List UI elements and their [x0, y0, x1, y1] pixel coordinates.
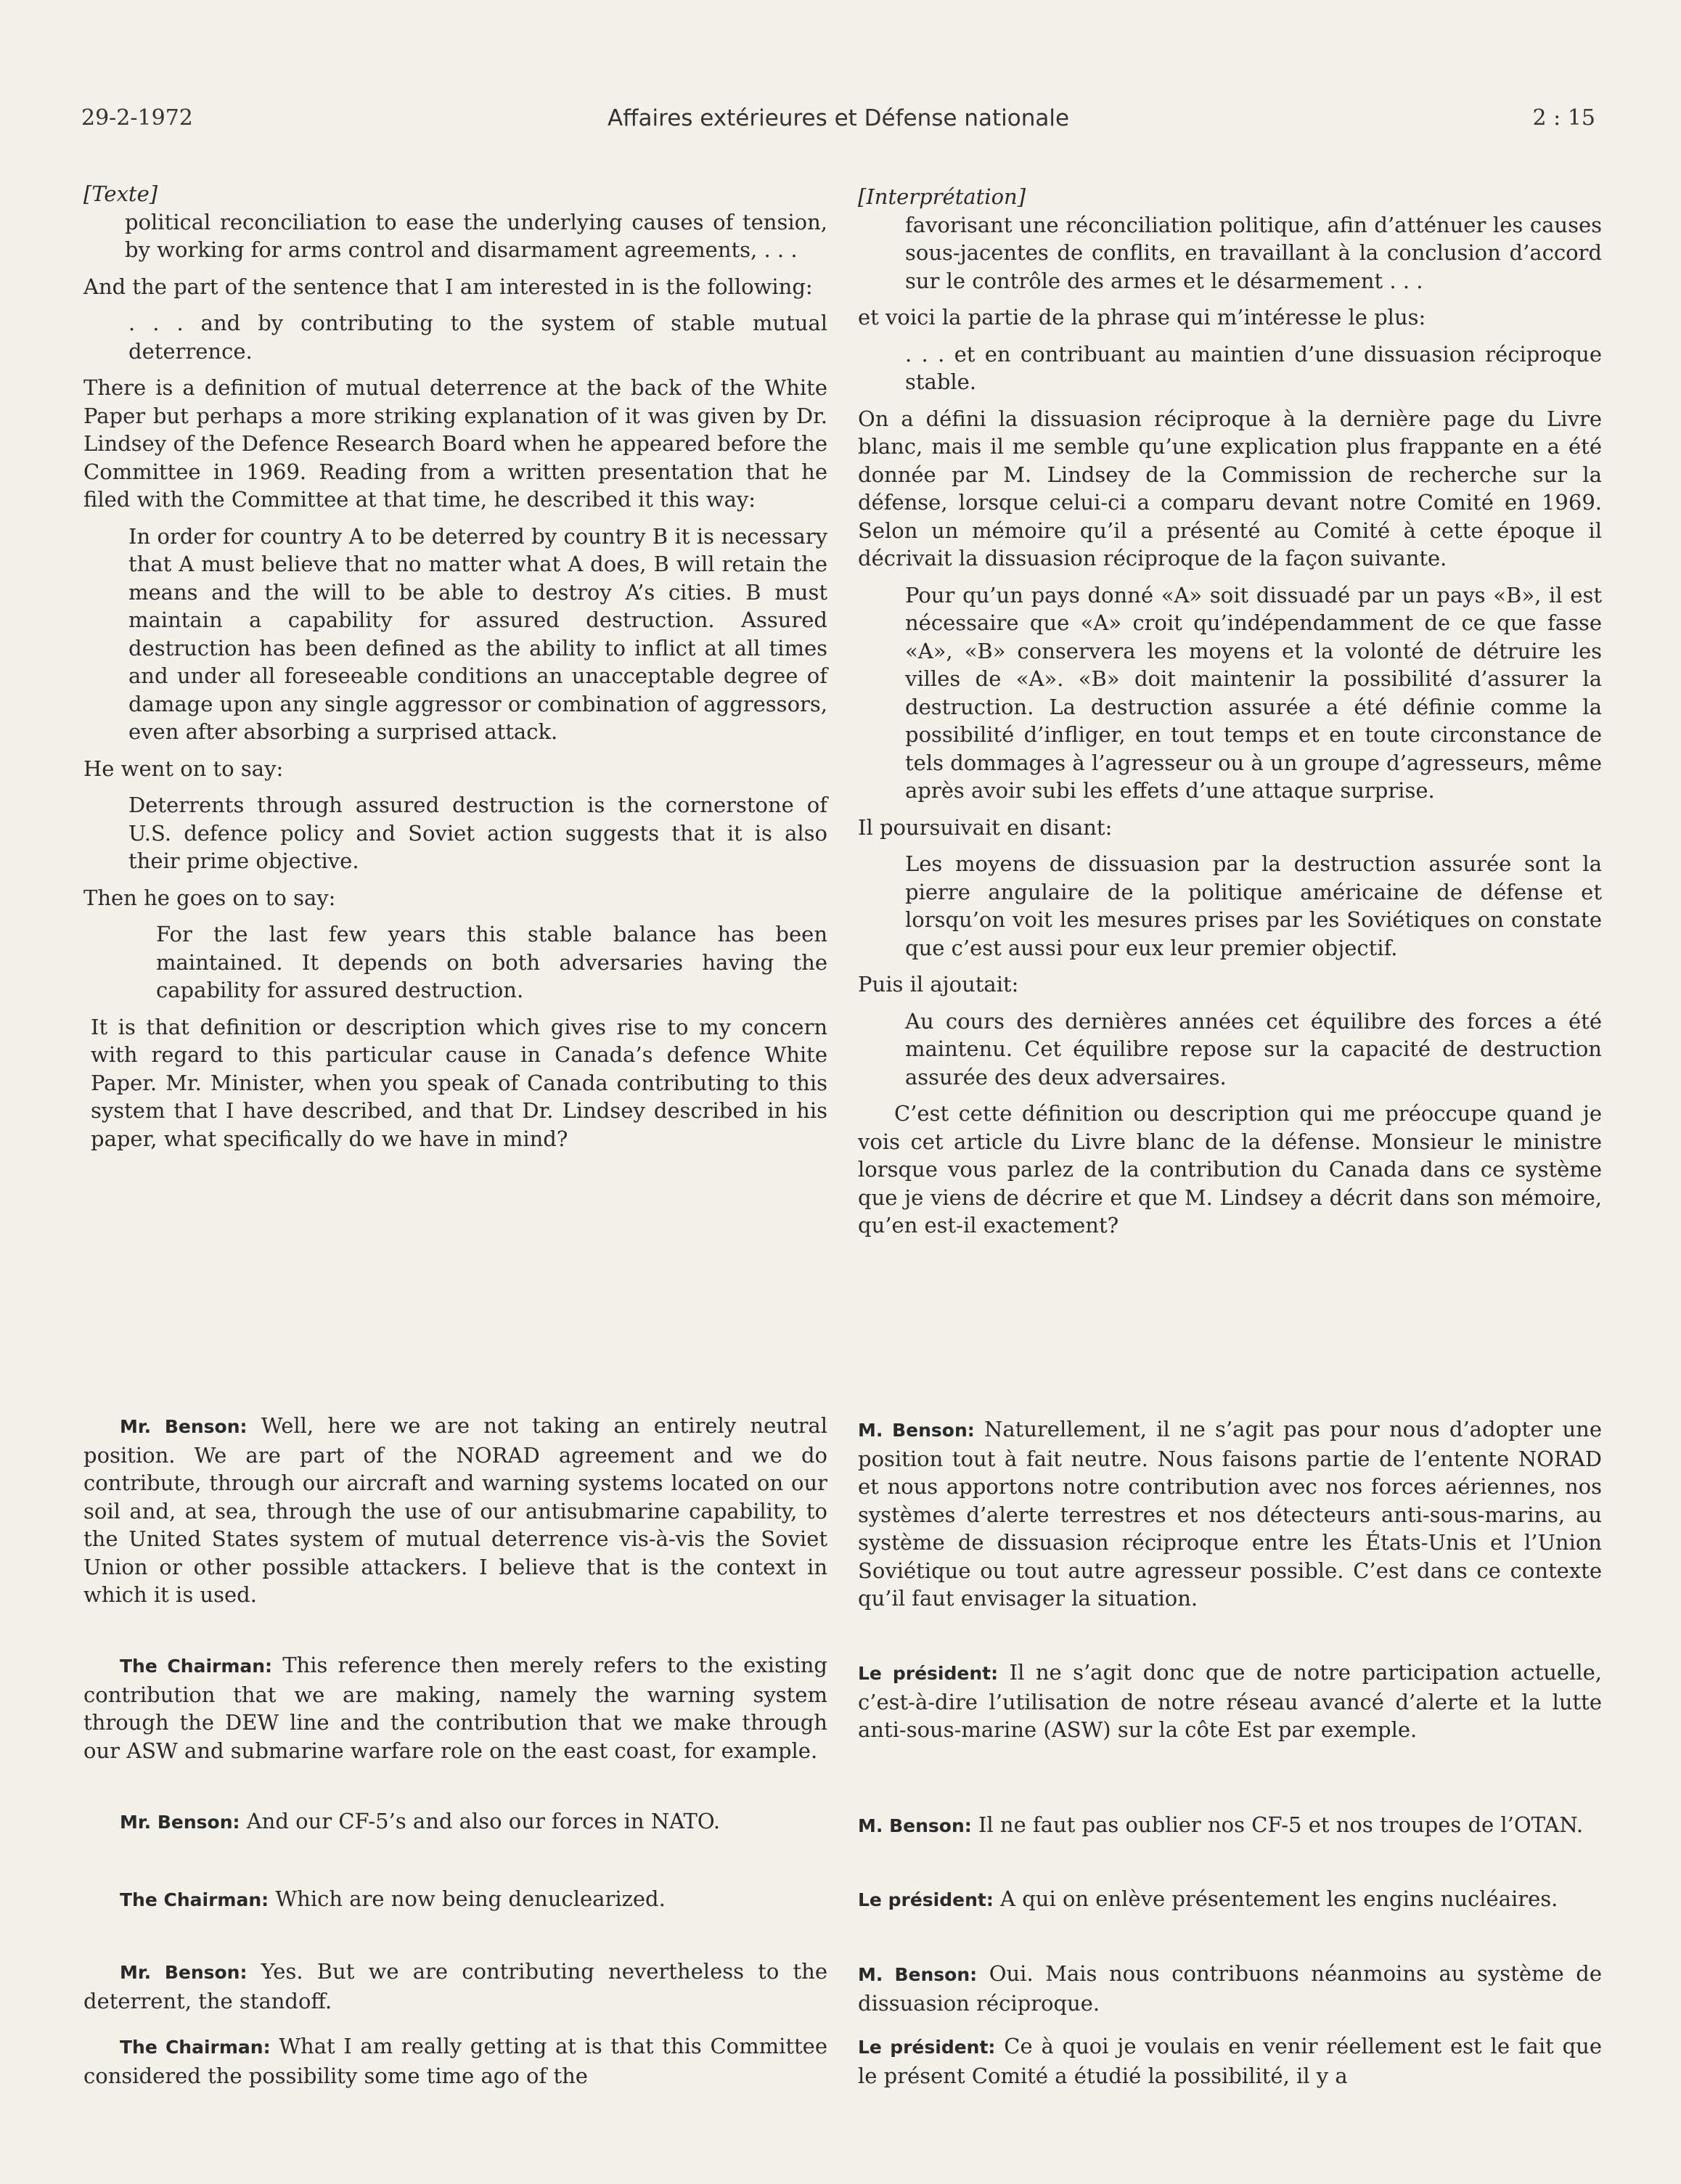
right-quote-2: . . . et en contribuant au maintien d’une dissuasion réciproque stable.: [905, 341, 1602, 394]
page-header: [81, 105, 1595, 142]
left-exchange-5: [83, 1958, 827, 2015]
speaker-label: The Chairman:: [120, 2037, 271, 2058]
speaker-label: M. Benson:: [858, 1815, 972, 1836]
header-date: 29-2-1972: [81, 105, 193, 131]
right-exchange-5: [858, 1960, 1602, 2017]
right-quote-3: Pour qu’un pays donné «A» soit dissuadé par un pays «B», il est nécessaire que «A» croit qu’indépendamment de ce que fasse «A», «B» conservera les moyens et la volonté de détruire les villes de «A». «B» doit maintenir la possibilité d’assurer la destruction. La destruction assurée a été définie comme la possibilité d’infliger, en tout temps et en toute circonstance de tels dommages à l’agresseur ou à un groupe d’agresseurs, même après avoir subi les effets d’une attaque surprise.: [905, 582, 1602, 803]
speech-text: A qui on enlève présentement les engins nucléaires.: [993, 1886, 1558, 1911]
right-quote-4: Les moyens de dissuasion par la destruction assurée sont la pierre angulaire de la politique américaine de défense et lorsqu’on voit les mesures prises par les Soviétiques on constate que c’est aussi pour eux leur premier objectif.: [905, 851, 1602, 960]
header-title: Affaires extérieures et Défense nationale: [607, 105, 1070, 131]
right-paragraph-3: Il poursuivait en disant:: [858, 814, 1113, 840]
left-quote-4: Deterrents through assured destruction is the cornerstone of U.S. defence policy and Soviet action suggests that it is also their prime objective.: [128, 793, 827, 873]
left-paragraph-2: There is a definition of mutual deterrence at the back of the White Paper but perhaps a more striking explanation of it was given by Dr. Lindsey of the Defence Research Board when he appeared before the Committee in 1969. Reading from a written presentation that he filed with the Committee at that time, he described it this way:: [83, 375, 827, 512]
right-exchange-6: [858, 2032, 1602, 2090]
header-page-number: 2 : 15: [1532, 105, 1595, 131]
left-exchange-6: [83, 2032, 827, 2090]
left-section-label: [Texte]: [83, 181, 158, 206]
left-paragraph-4: Then he goes on to say:: [83, 885, 336, 910]
right-exchange-2: [858, 1659, 1602, 1744]
left-exchange-3: [83, 1807, 827, 1837]
right-section-label: [Interprétation]: [858, 184, 1026, 209]
right-paragraph-5: C’est cette définition ou description qui me préoccupe quand je vois cet article du Livre blanc de la défense. Monsieur le ministre lorsque vous parlez de la contribution du Canada dans ce système que je viens de décrire et que M. Lindsey a décrit dans son mémoire, qu’en est-il exactement?: [858, 1101, 1602, 1238]
right-paragraph-2: On a défini la dissuasion réciproque à la dernière page du Livre blanc, mais il me semble qu’une explication plus frappante en a été donnée par M. Lindsey de la Commission de recherche sur la défense, lorsque celui-ci a comparu devant notre Comité en 1969. Selon un mémoire qu’il a présenté au Comité à cette époque il décrivait la dissuasion réciproque de la façon suivante.: [858, 406, 1602, 570]
speech-text: What I am really getting at is that this Committee considered the possibility some time ago of the: [83, 2034, 827, 2088]
left-exchange-1: [83, 1412, 827, 1609]
right-exchange-4: [858, 1885, 1602, 1915]
speaker-label: Mr. Benson:: [120, 1812, 240, 1833]
right-quote-1: favorisant une réconciliation politique, afin d’atténuer les causes sous-jacentes de conflits, en travaillant à la conclusion d’accord sur le contrôle des armes et le désarmement . . .: [905, 212, 1602, 293]
speech-text: Naturellement, il ne s’agit pas pour nous d’adopter une position tout à fait neutre. Nous faisons partie de l’entente NORAD et nous apportons notre contribution avec nos forces aériennes, nos systèmes d’alerte terrestres et nos détecteurs anti-sous-marins, au système de dissuasion réciproque entre les États-Unis et l’Union Soviétique ou tout autre agresseur possible. C’est dans ce contexte qu’il faut envisager la situation.: [858, 1417, 1602, 1611]
left-quote-2: . . . and by contributing to the system of stable mutual deterrence.: [128, 311, 827, 364]
speech-text: Which are now being denuclearized.: [269, 1886, 666, 1911]
right-exchange-3: [858, 1811, 1602, 1841]
speaker-label: Le président:: [858, 1663, 999, 1684]
speaker-label: The Chairman:: [120, 1656, 273, 1677]
right-paragraph-4: Puis il ajoutait:: [858, 972, 1019, 997]
left-quote-3: In order for country A to be deterred by country B it is necessary that A must believe that no matter what A does, B will retain the means and the will to be able to destroy A’s cities. B must maintain a capability for assured destruction. Assured destruction has been defined as the ability to inflict at all times and under all foreseeable conditions an unacceptable degree of damage upon any single aggressor or combination of aggressors, even after absorbing a surprised attack.: [128, 523, 827, 744]
speech-text: Yes. But we are contributing nevertheless to the deterrent, the standoff.: [83, 1959, 827, 2013]
left-quote-5: For the last few years this stable balance has been maintained. It depends on both adversaries having the capability for assured destruction.: [156, 922, 827, 1002]
left-exchange-2: [83, 1651, 827, 1764]
left-paragraph-3: He went on to say:: [83, 756, 284, 781]
right-paragraph-1: et voici la partie de la phrase qui m’intéresse le plus:: [858, 305, 1426, 330]
speaker-label: Le président:: [858, 1889, 994, 1910]
speech-text: Il ne s’agit donc que de notre participation actuelle, c’est-à-dire l’utilisation de notre réseau avancé d’alerte et la lutte anti-sous-marine (ASW) sur la côte Est par exemple.: [858, 1660, 1602, 1742]
speech-text: And our CF-5’s and also our forces in NATO.: [240, 1809, 721, 1833]
speech-text: This reference then merely refers to the existing contribution that we are making, namely the warning system through the DEW line and the contribution that we make through our ASW and submarine warfare role on the east coast, for example.: [83, 1653, 827, 1763]
speaker-label: M. Benson:: [858, 1420, 975, 1441]
speech-text: Ce à quoi je voulais en venir réellement est le fait que le présent Comité a étudié la possibilité, il y a: [858, 2034, 1602, 2088]
speech-text: Oui. Mais nous contribuons néanmoins au système de dissuasion réciproque.: [858, 1961, 1602, 2016]
left-quote-1: political reconciliation to ease the underlying causes of tension, by working for arms control and disarmament agreements, . . .: [125, 209, 827, 262]
speech-text: Well, here we are not taking an entirely neutral position. We are part of the NORAD agreement and we do contribute, through our aircraft and warning systems located on our soil and, at sea, through the use of our antisubmarine capability, to the United States system of mutual deterrence vis-à-vis the Soviet Union or other possible attackers. I believe that is the context in which it is used.: [83, 1413, 827, 1607]
speaker-label: Mr. Benson:: [120, 1962, 248, 1983]
right-exchange-1: [858, 1415, 1602, 1613]
speaker-label: M. Benson:: [858, 1964, 978, 1985]
speaker-label: Mr. Benson:: [120, 1416, 248, 1437]
right-column-top: [858, 183, 1602, 1240]
speaker-label: The Chairman:: [120, 1889, 269, 1910]
left-exchange-4: [83, 1885, 827, 1915]
speech-text: Il ne faut pas oublier nos CF-5 et nos troupes de l’OTAN.: [971, 1812, 1584, 1837]
left-column-top: [83, 180, 827, 1153]
speaker-label: Le président:: [858, 2037, 996, 2058]
right-quote-5: Au cours des dernières années cet équilibre des forces a été maintenu. Cet équilibre repose sur la capacité de destruction assurée des deux adversaires.: [905, 1008, 1602, 1089]
left-paragraph-1: And the part of the sentence that I am interested in is the following:: [83, 274, 813, 299]
left-paragraph-5: It is that definition or description which gives rise to my concern with regard to this particular cause in Canada’s defence White Paper. Mr. Minister, when you speak of Canada contributing to this system that I have described, and that Dr. Lindsey described in his paper, what specifically do we have in mind?: [91, 1014, 827, 1151]
